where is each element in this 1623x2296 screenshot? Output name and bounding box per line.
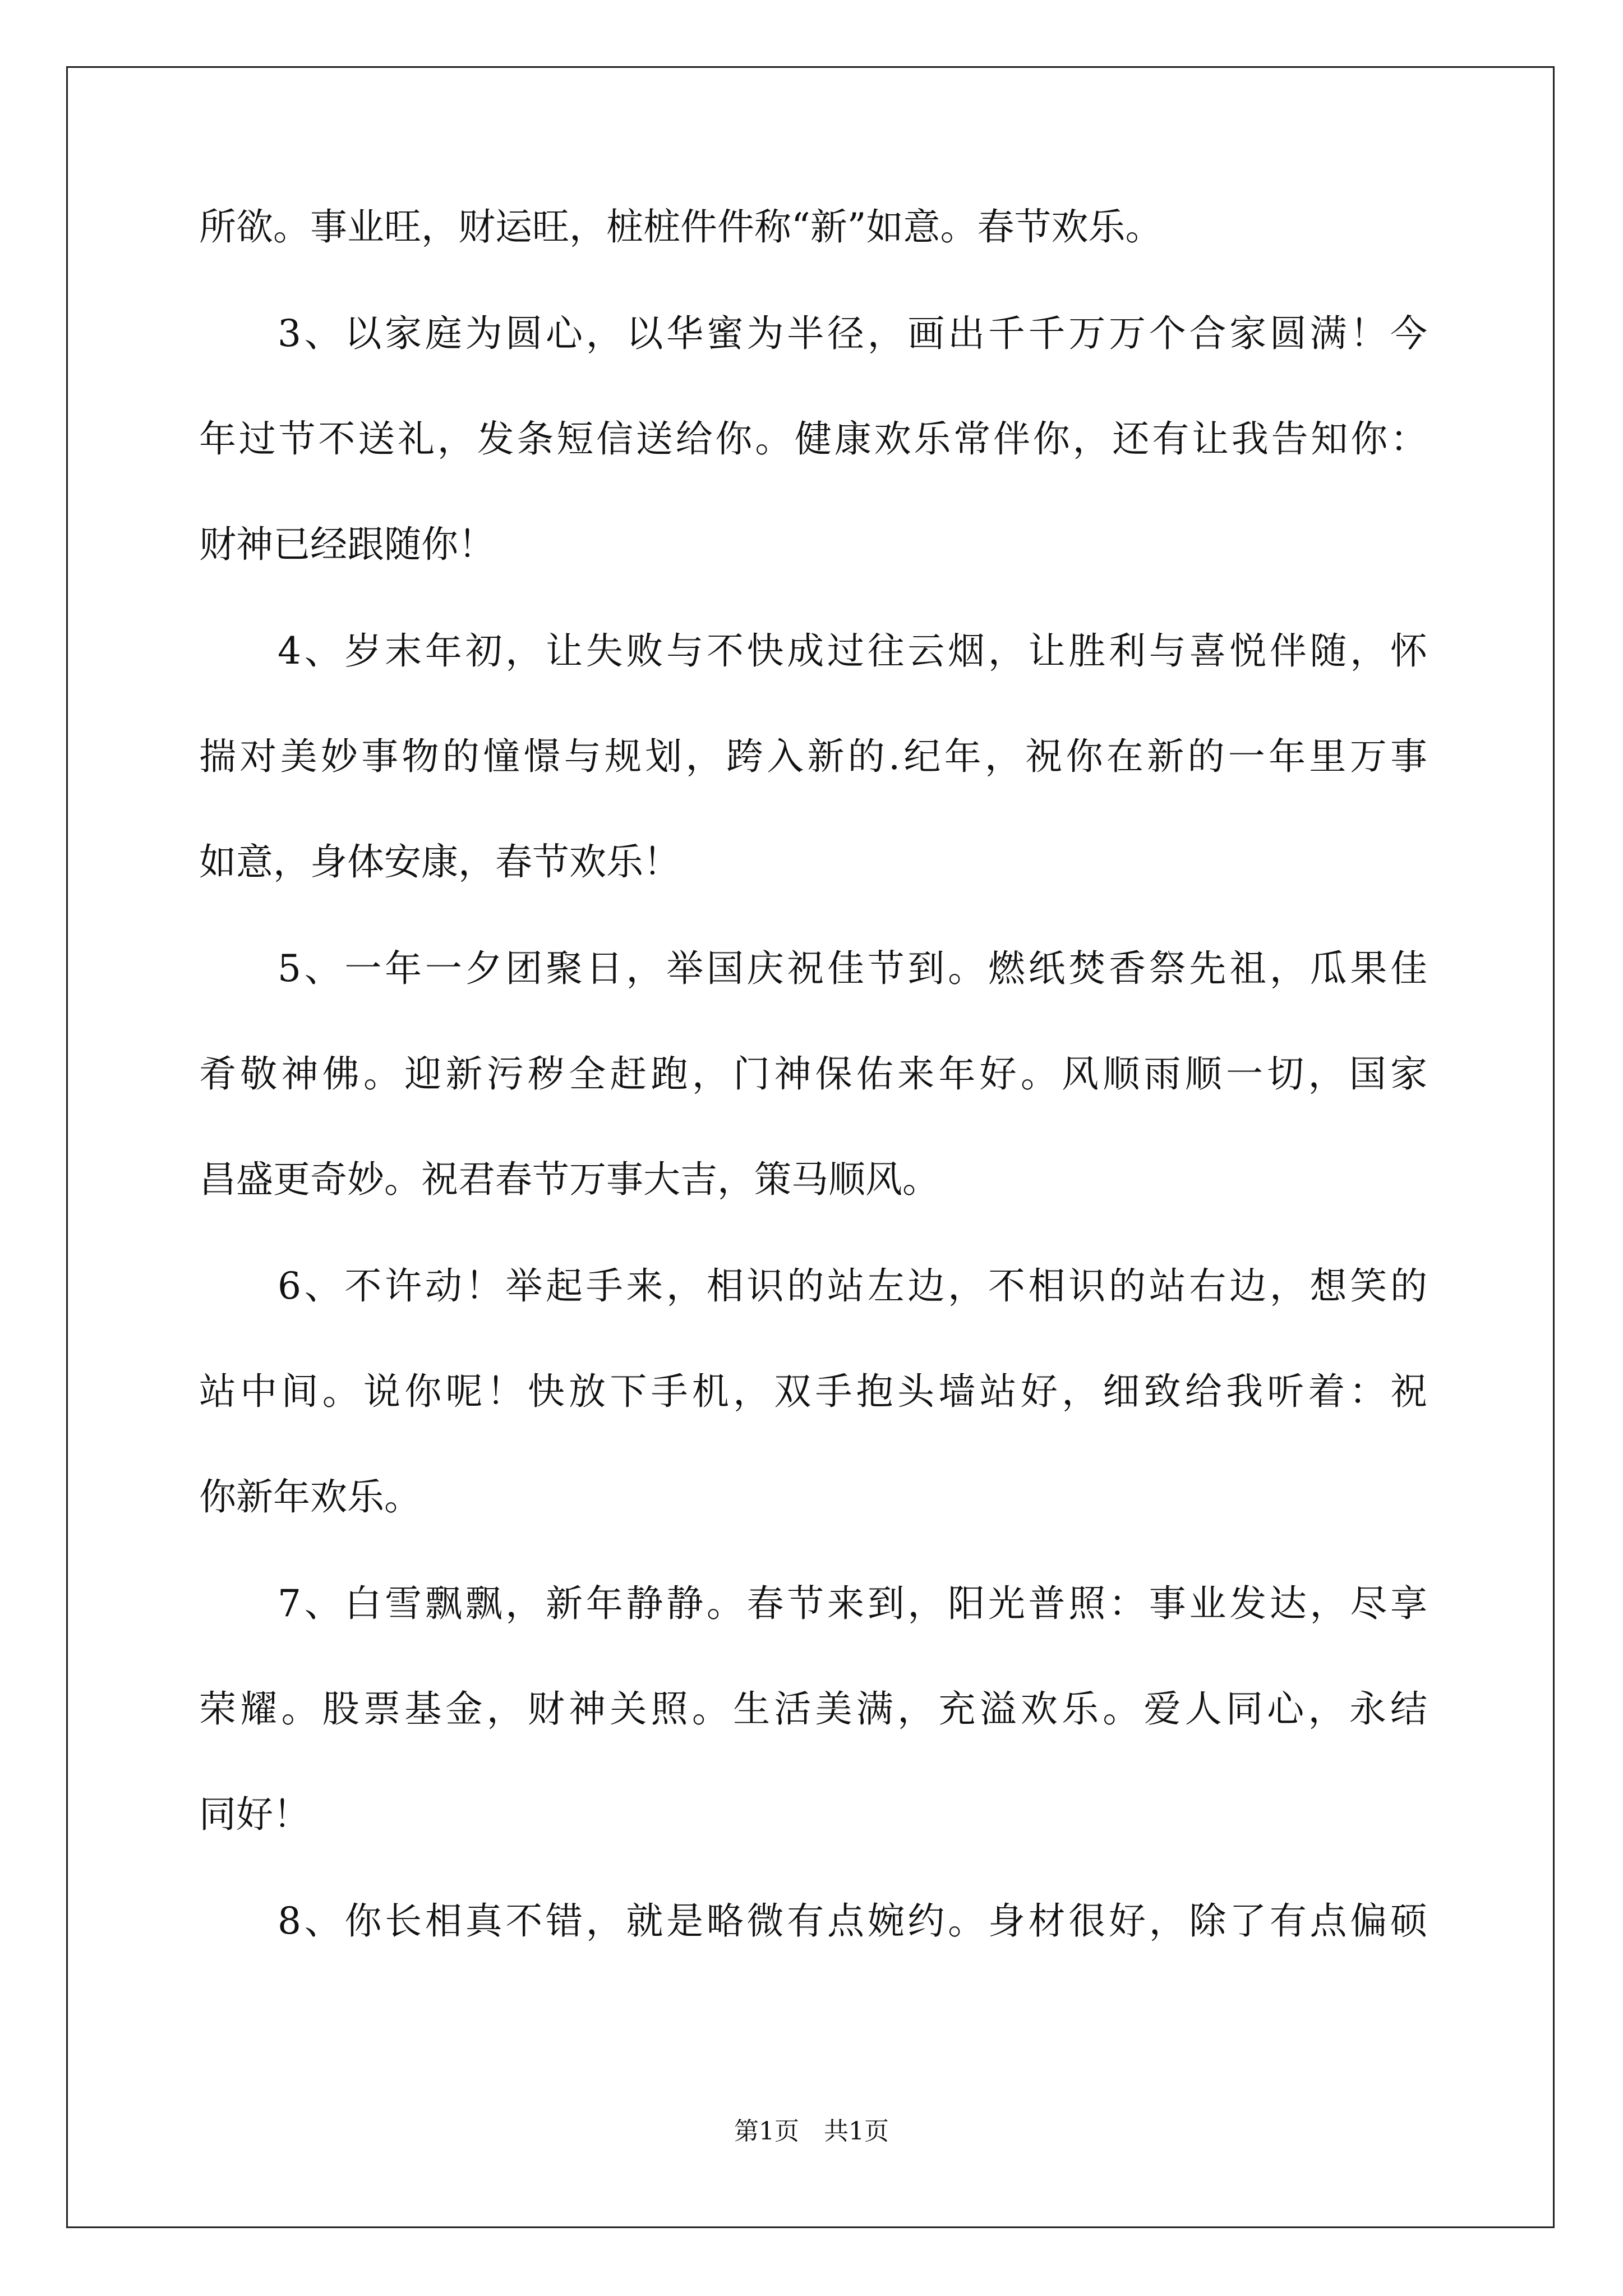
page-number-footer: 第1页 共1页 — [734, 2117, 889, 2146]
text-line-16: 同好！ — [199, 1793, 310, 1836]
text-line-14: 7、白雪飘飘，新年静静。春节来到，阳光普照：事业发达，尽享 — [278, 1582, 1427, 1625]
text-line-12: 站中间。说你呢！快放下手机，双手抱头墙站好，细致给我听着：祝 — [199, 1370, 1427, 1413]
text-line-11: 6、不许动！举起手来，相识的站左边，不相识的站右边，想笑的 — [278, 1264, 1427, 1308]
text-line-10: 昌盛更奇妙。祝君春节万事大吉，策马顺风。 — [199, 1158, 939, 1201]
text-line-8: 5、一年一夕团聚日，举国庆祝佳节到。燃纸焚香祭先祖，瓜果佳 — [278, 947, 1427, 990]
text-line-1: 所欲。事业旺，财运旺，桩桩件件称“新”如意。春节欢乐。 — [199, 205, 1163, 249]
text-line-4: 财神已经跟随你！ — [199, 523, 495, 566]
text-line-6: 揣对美妙事物的憧憬与规划，跨入新的.纪年，祝你在新的一年里万事 — [199, 735, 1427, 778]
text-line-5: 4、岁末年初，让失败与不快成过往云烟，让胜利与喜悦伴随，怀 — [278, 629, 1427, 673]
text-line-3: 年过节不送礼，发条短信送给你。健康欢乐常伴你，还有让我告知你： — [199, 417, 1427, 461]
text-line-13: 你新年欢乐。 — [199, 1475, 421, 1519]
text-line-15: 荣耀。股票基金，财神关照。生活美满，充溢欢乐。爱人同心，永结 — [199, 1687, 1427, 1731]
text-line-7: 如意，身体安康，春节欢乐！ — [199, 840, 680, 884]
text-line-2: 3、以家庭为圆心，以华蜜为半径，画出千千万万个合家圆满！今 — [278, 312, 1427, 355]
text-line-17: 8、你长相真不错，就是略微有点婉约。身材很好，除了有点偏硕 — [278, 1899, 1427, 1943]
text-line-9: 肴敬神佛。迎新污秽全赶跑，门神保佑来年好。风顺雨顺一切，国家 — [199, 1052, 1427, 1096]
